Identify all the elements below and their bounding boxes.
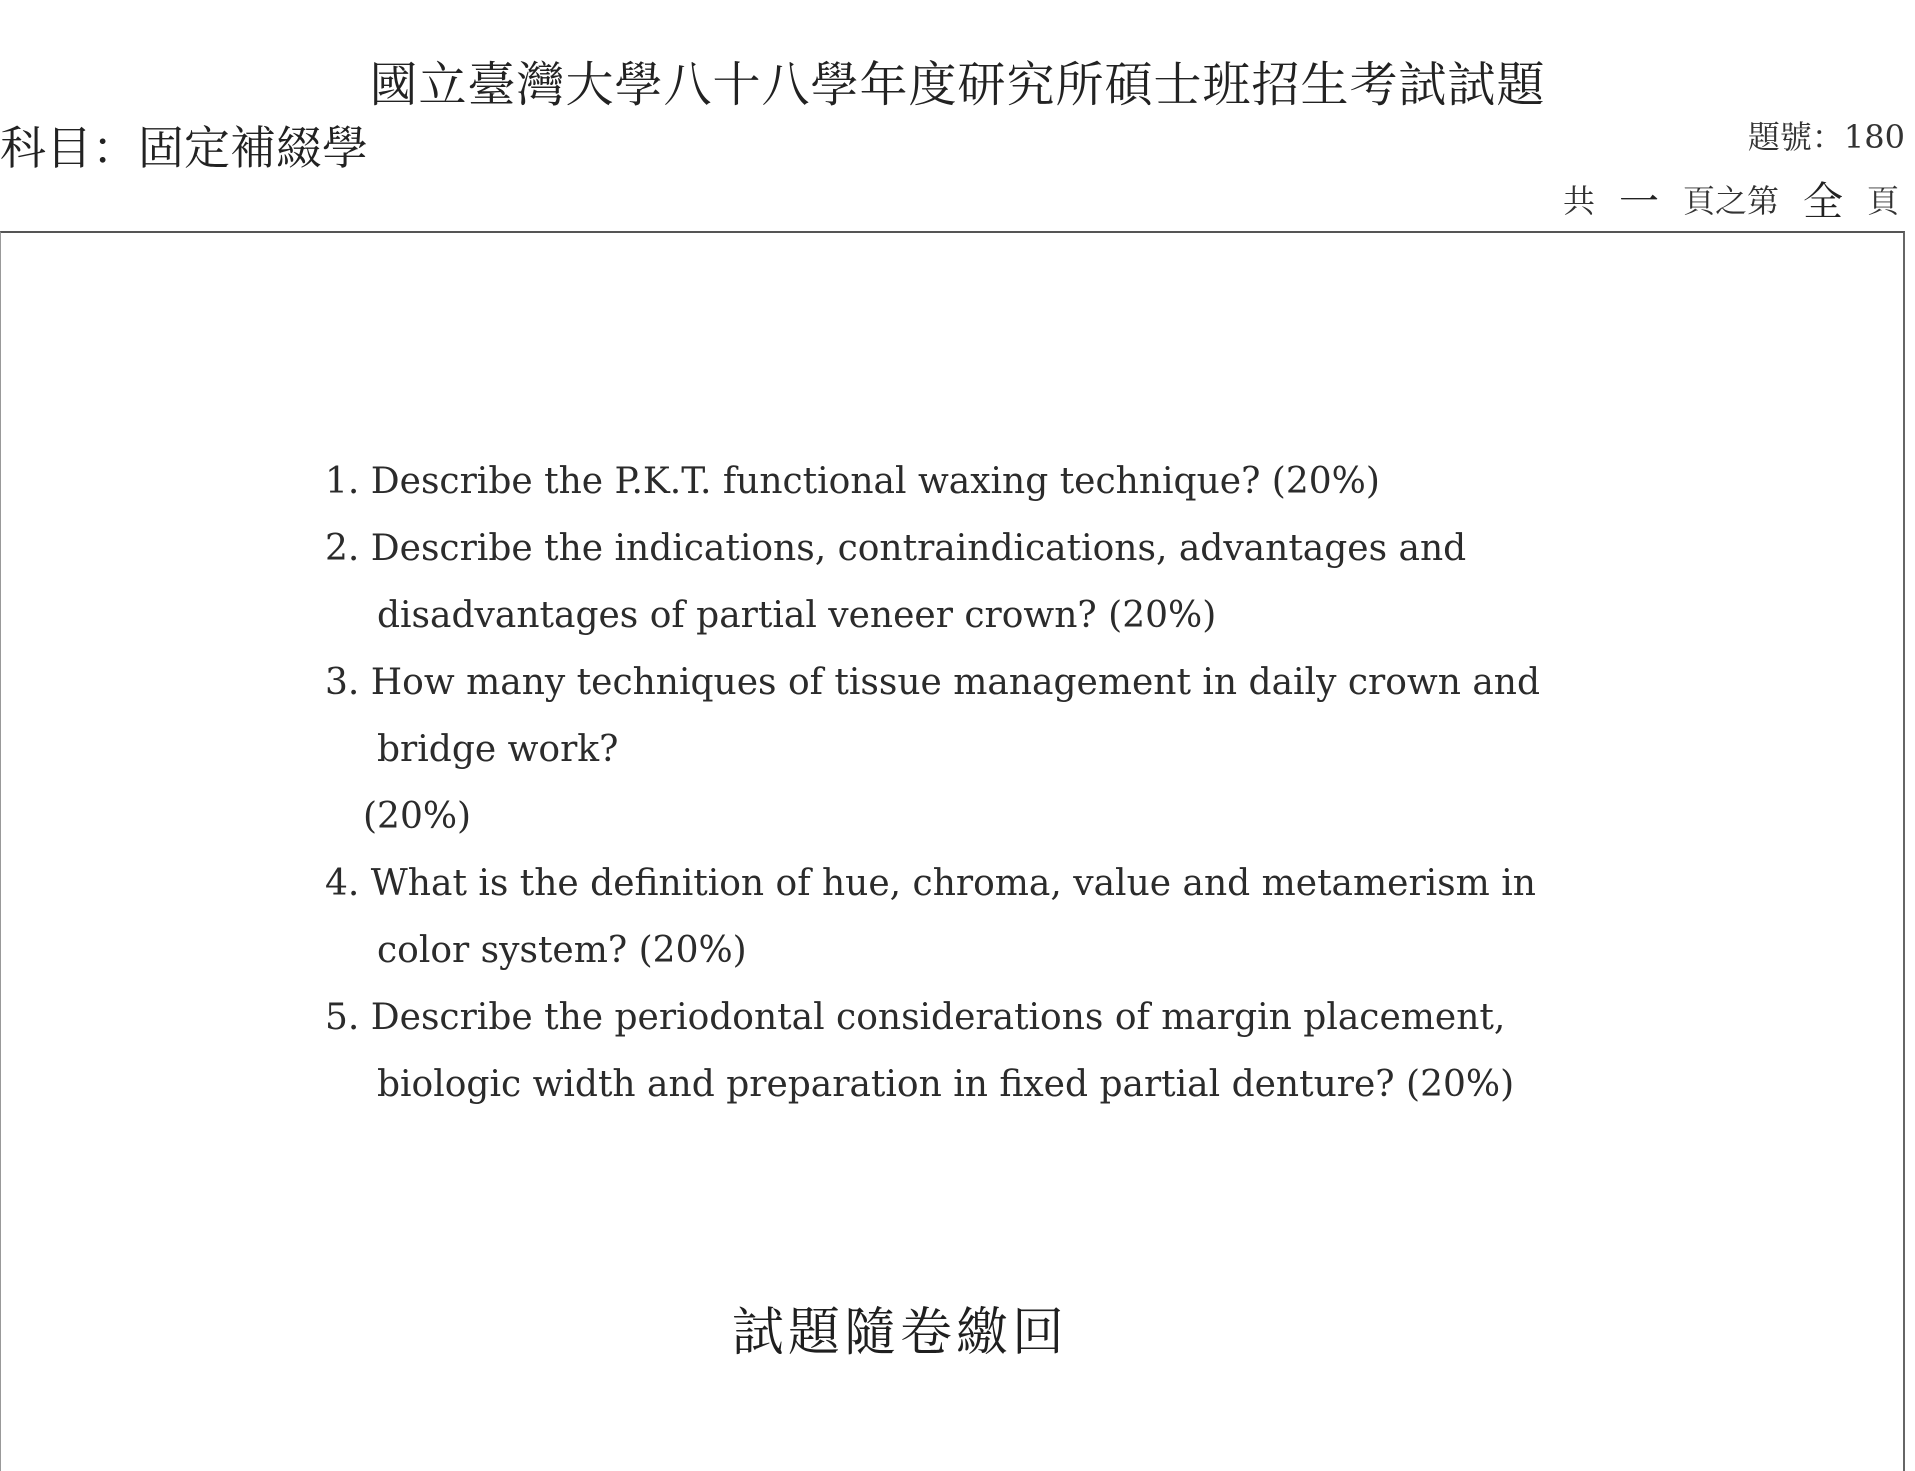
question-line: disadvantages of partial veneer crown? (20%) (377, 595, 1217, 636)
question-line: 5. Describe the periodontal considerations of margin placement, (325, 997, 1506, 1038)
question-line: bridge work? (377, 729, 619, 770)
question-3 (325, 649, 1625, 850)
page-count-total: 一 (1618, 179, 1659, 225)
page-count-suffix: 頁 (1866, 181, 1899, 220)
question-line: 2. Describe the indications, contraindications, advantages and (325, 528, 1467, 569)
page-count-prefix: 共 (1562, 181, 1595, 220)
question-4 (325, 850, 1625, 984)
question-line: 3. How many techniques of tissue management in daily crown and (325, 662, 1541, 703)
question-line: biologic width and preparation in fixed partial denture? (20%) (377, 1064, 1515, 1105)
question-2 (325, 515, 1625, 649)
page-count (1557, 170, 1905, 227)
page-title: 國立臺灣大學八十八學年度研究所碩士班招生考試試題 (369, 57, 1546, 113)
question-list (325, 448, 1625, 1118)
return-exam-note: 試題隨卷繳回 (731, 1303, 1068, 1363)
question-line: 1. Describe the P.K.T. functional waxing technique? (20%) (325, 461, 1380, 502)
question-number: 題號：180 (1747, 118, 1905, 156)
question-line: (20%) (363, 796, 472, 837)
page-count-middle: 頁之第 (1682, 181, 1779, 220)
question-line: color system? (20%) (377, 930, 747, 971)
exam-subject: 科目：固定補綴學 (0, 121, 368, 175)
question-line: 4. What is the definition of hue, chroma, value and metamerism in (325, 863, 1536, 904)
question-1 (325, 448, 1625, 515)
page-count-current: 全 (1802, 179, 1843, 225)
question-5 (325, 984, 1625, 1118)
